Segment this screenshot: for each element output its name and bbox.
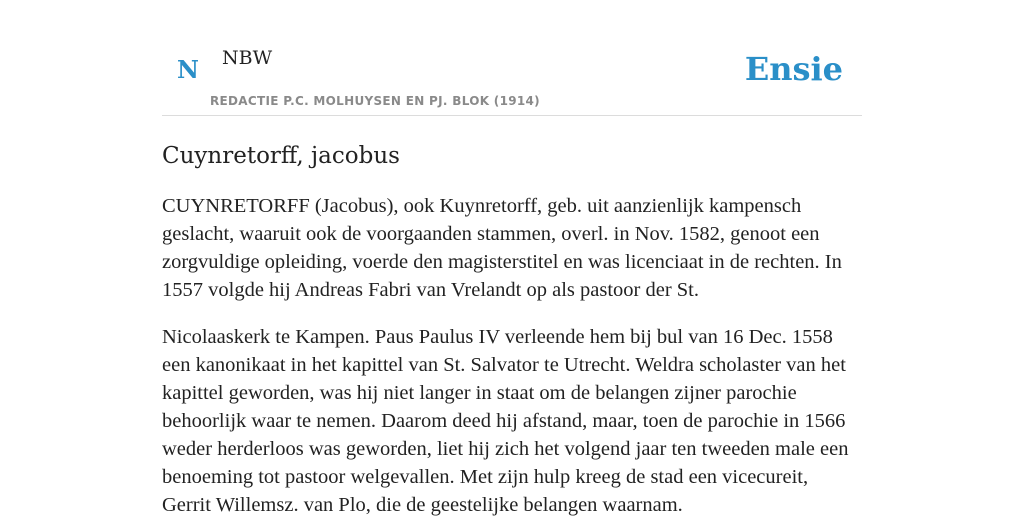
source-subtitle: REDACTIE P.C. MOLHUYSEN EN PJ. BLOK (1914)	[210, 94, 540, 108]
article-paragraph-1: CUYNRETORFF (Jacobus), ook Kuynretorff, geb. uit aanzienlijk kampensch geslacht, waaruit ook de voorgaanden stammen, overl. in Nov. 1582, genoot een zorgvuldige opleiding, voerde den magisterstitel en was licenciaat in de rechten. In 1557 volgde hij Andreas Fabri van Vrelandt op als pastoor der St.	[162, 195, 842, 301]
page	[162, 0, 862, 519]
article-paragraph-2: Nicolaaskerk te Kampen. Paus Paulus IV verleende hem bij bul van 16 Dec. 1558 een kanonikaat in het kapittel van St. Salvator te Utrecht. Weldra scholaster van het kapittel geworden, was hij niet langer in staat om de belangen zijner parochie behoorlijk waar te nemen. Daarom deed hij afstand, maar, toen de parochie in 1566 weder herderloos was geworden, liet hij zich het volgend jaar ten tweeden male een benoeming tot pastoor welgevallen. Met zijn hulp kreeg de stad een vicecureit, Gerrit Willemsz. van Plo, die de geestelijke belangen waarnam.	[162, 326, 849, 516]
source-name[interactable]: NBW	[222, 47, 273, 69]
ensie-logo[interactable]: Ensie	[744, 50, 843, 88]
article-title: Cuynretorff, jacobus	[162, 143, 400, 169]
source-logo[interactable]: N	[177, 55, 199, 84]
header	[162, 0, 862, 116]
